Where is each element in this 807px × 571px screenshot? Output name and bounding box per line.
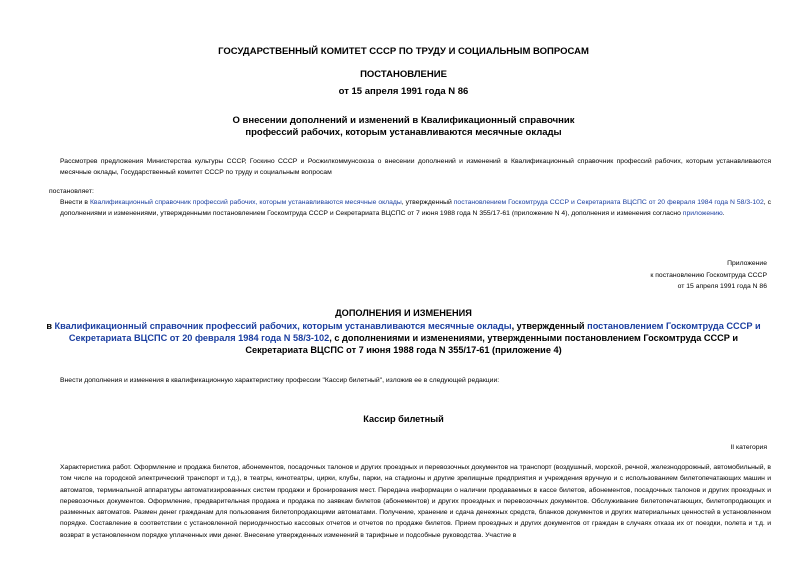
doc-title-line1: О внесении дополнений и изменений в Квалификационный справочник	[232, 115, 575, 126]
resolves-paragraph	[49, 197, 771, 219]
intro-paragraph	[49, 156, 771, 178]
link-changes-qualification-reference[interactable]: Квалификационный справочник профессий рабочих, которым устанавливаются месячные оклады	[54, 321, 512, 331]
profession-description-text: Характеристика работ. Оформление и продажа билетов, абонементов, посадочных талонов и других проездных и перевозочных документов на транспорт (воздушный, морской, речной, железнодорожный, автомобильный, в том числе на городской электрический транспорт и т.д.), в театры, кинотеатры, цирки, клубы, парки, на стадионы и другие зрелищные предприятия и учреждения вручную и с использованием билетопечатающих машин и автоматов, терминальной аппаратуры автоматизированных систем продажи и бронирования мест. Передача информации о наличии продаваемых в кассе билетов, абонементов, посадочных талонов и других проездных и перевозочных документов. Оформление, предварительная продажа и продажа по заявкам билетов (абонементов) и других проездных и перевозочных документов. Обслуживание билетопечатающих, билетопродающих и разменных автоматов. Размен денег гражданам для пользования билетопродающими автоматами. Получение, хранение и сдача денежных средств, бланков документов и других материальных ценностей в установленном порядке. Составление в соответствии с установленной периодичностью кассовых отчетов и отчетов по продаже билетов. Прием проездных и других документов от граждан в случаях отказа их от поездки, полета и т.д. и возврат в установленном порядке уплаченных ими денег. Внесение утвержденных изменений в тарифные и подсобные руководства. Участие в	[60, 464, 771, 539]
resolves-text-p3: , с дополнениями и изменениями, утвержденными постановлением Госкомтруда СССР и Секретариата ВЦСПС от 7 июня 1988 года N 355/17-61 (приложение N 4), дополнения и изменения согласно	[60, 199, 771, 218]
instruction-text: Внести дополнения и изменения в квалификационную характеристику профессии "Кассир билетный", изложив ее в следующей редакции:	[60, 377, 500, 384]
profession-name: Кассир билетный	[363, 414, 444, 424]
committee-heading: ГОСУДАРСТВЕННЫЙ КОМИТЕТ СССР ПО ТРУДУ И СОЦИАЛЬНЫМ ВОПРОСАМ	[218, 46, 589, 57]
resolves-text-p1: Внести в	[60, 199, 90, 206]
changes-subtitle-s1: в	[46, 321, 55, 331]
doc-date: от 15 апреля 1991 года N 86	[338, 86, 469, 97]
changes-subtitle	[40, 320, 767, 356]
appendix-note	[650, 258, 767, 293]
instruction-paragraph	[49, 375, 771, 386]
link-resolution-1984[interactable]: постановлением Госкомтруда СССР и Секретариата ВЦСПС от 20 февраля 1984 года N 58/3-102	[453, 199, 764, 206]
appendix-line2: к постановлению Госкомтруда СССР	[650, 271, 767, 279]
profession-description	[49, 462, 771, 541]
resolves-text-p4: .	[722, 210, 725, 218]
link-appendix[interactable]: приложению	[682, 210, 723, 218]
resolves-label: постановляет:	[49, 188, 94, 195]
appendix-line1: Приложение	[727, 260, 767, 267]
link-changes-resolution-1984[interactable]: постановлением Госкомтруда СССР и Секретариата ВЦСПС от 20 февраля 1984 года N 58/3-102	[68, 321, 761, 343]
intro-text: Рассмотрев предложения Министерства культуры СССР, Госкино СССР и Росжилкоммунсоюза о внесении дополнений и изменений в Квалификационный справочник профессий рабочих, которым устанавливаются месячные оклады, Государственный комитет СССР по труду и социальным вопросам	[60, 158, 771, 177]
resolves-text	[49, 197, 771, 219]
doc-title-line2: профессий рабочих, которым устанавливаются месячные оклады	[245, 127, 562, 138]
doc-type-heading: ПОСТАНОВЛЕНИЕ	[360, 69, 447, 80]
profession-category: II категория	[730, 444, 767, 451]
changes-title: ДОПОЛНЕНИЯ И ИЗМЕНЕНИЯ	[335, 308, 472, 318]
link-qualification-reference[interactable]: Квалификационный справочник профессий рабочих, которым устанавливаются месячные оклады	[89, 199, 402, 206]
appendix-line3: от 15 апреля 1991 года N 86	[677, 283, 767, 290]
changes-subtitle-s3: , с дополнениями и изменениями, утвержденными постановлением Госкомтруда СССР и Секретариата ВЦСПС от 7 июня 1988 года N 355/17-61 (приложение 4)	[245, 333, 739, 355]
changes-subtitle-s2: , утвержденный	[511, 321, 588, 331]
resolves-text-p2: , утвержденный	[401, 199, 454, 206]
doc-title	[0, 115, 807, 139]
